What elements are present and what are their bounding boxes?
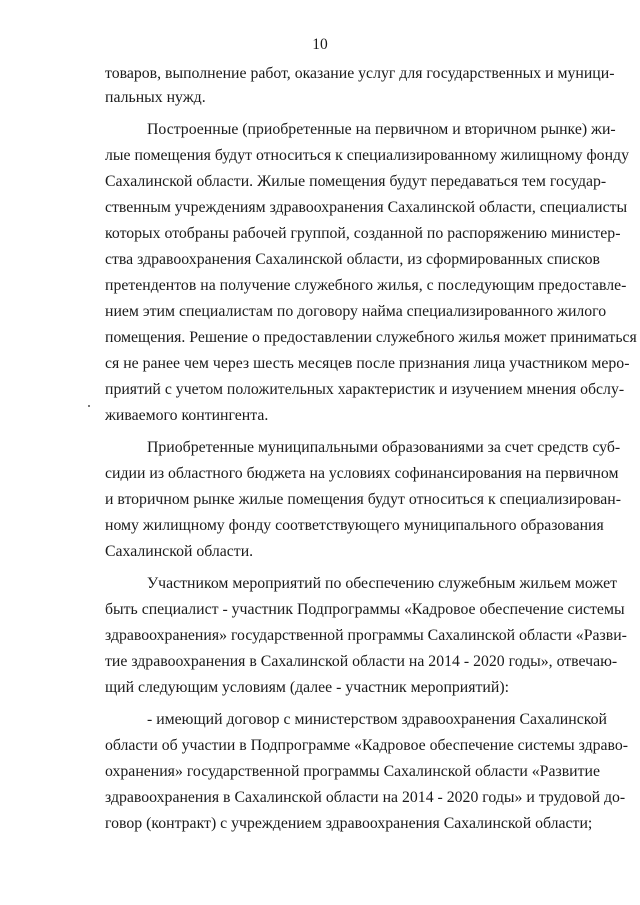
text-line: претендентов на получение служебного жилья, с последующим предоставле- <box>105 277 627 294</box>
text-line: здравоохранения в Сахалинской области на 2014 - 2020 годы» и трудовой до- <box>105 789 626 806</box>
text-line: пальных нужд. <box>105 89 206 106</box>
text-line: Сахалинской области. <box>105 543 254 560</box>
text-line: нием этим специалистам по договору найма специализированного жилого <box>105 303 607 320</box>
text-line: приятий с учетом положительных характеристик и изучением мнения обслу- <box>105 381 625 398</box>
text-line: охранения» государственной программы Сахалинской области «Развитие <box>105 763 600 780</box>
page-number: 10 <box>312 36 328 53</box>
text-line: ственным учреждениям здравоохранения Сахалинской области, специалисты <box>105 199 628 216</box>
text-line: области об участии в Подпрограмме «Кадровое обеспечение системы здраво- <box>105 737 629 754</box>
text-line: Приобретенные муниципальными образованиями за счет средств суб- <box>147 439 621 456</box>
text-line: быть специалист - участник Подпрограммы «Кадровое обеспечение системы <box>105 601 625 618</box>
text-line: тие здравоохранения в Сахалинской области на 2014 - 2020 годы», отвечаю- <box>105 653 618 670</box>
text-line: которых отобраны рабочей группой, созданной по распоряжению министер- <box>105 225 621 242</box>
text-line: живаемого контингента. <box>105 407 269 424</box>
scan-speck <box>88 405 90 407</box>
text-line: ства здравоохранения Сахалинской области, из сформированных списков <box>105 251 600 268</box>
text-line: ся не ранее чем через шесть месяцев после признания лица участником меро- <box>105 355 630 372</box>
text-line: щий следующим условиям (далее - участник мероприятий): <box>105 679 509 696</box>
text-line: Сахалинской области. Жилые помещения будут передаваться тем государ- <box>105 173 607 190</box>
text-line: лые помещения будут относиться к специализированному жилищному фонду <box>105 147 629 164</box>
text-line: Построенные (приобретенные на первичном и вторичном рынке) жи- <box>147 121 616 138</box>
text-line: и вторичном рынке жилые помещения будут относиться к специализирован- <box>105 491 621 508</box>
text-line: товаров, выполнение работ, оказание услуг для государственных и муници- <box>105 65 615 82</box>
text-line: ному жилищному фонду соответствующего муниципального образования <box>105 517 604 534</box>
text-line: здравоохранения» государственной программы Сахалинской области «Разви- <box>105 627 627 644</box>
text-line: Участником мероприятий по обеспечению служебным жильем может <box>147 575 618 592</box>
text-line: - имеющий договор с министерством здравоохранения Сахалинской <box>147 711 607 728</box>
text-line: говор (контракт) с учреждением здравоохранения Сахалинской области; <box>105 815 593 832</box>
text-line: сидии из областного бюджета на условиях софинансирования на первичном <box>105 465 619 482</box>
text-line: помещения. Решение о предоставлении служебного жилья может приниматься <box>105 329 637 346</box>
